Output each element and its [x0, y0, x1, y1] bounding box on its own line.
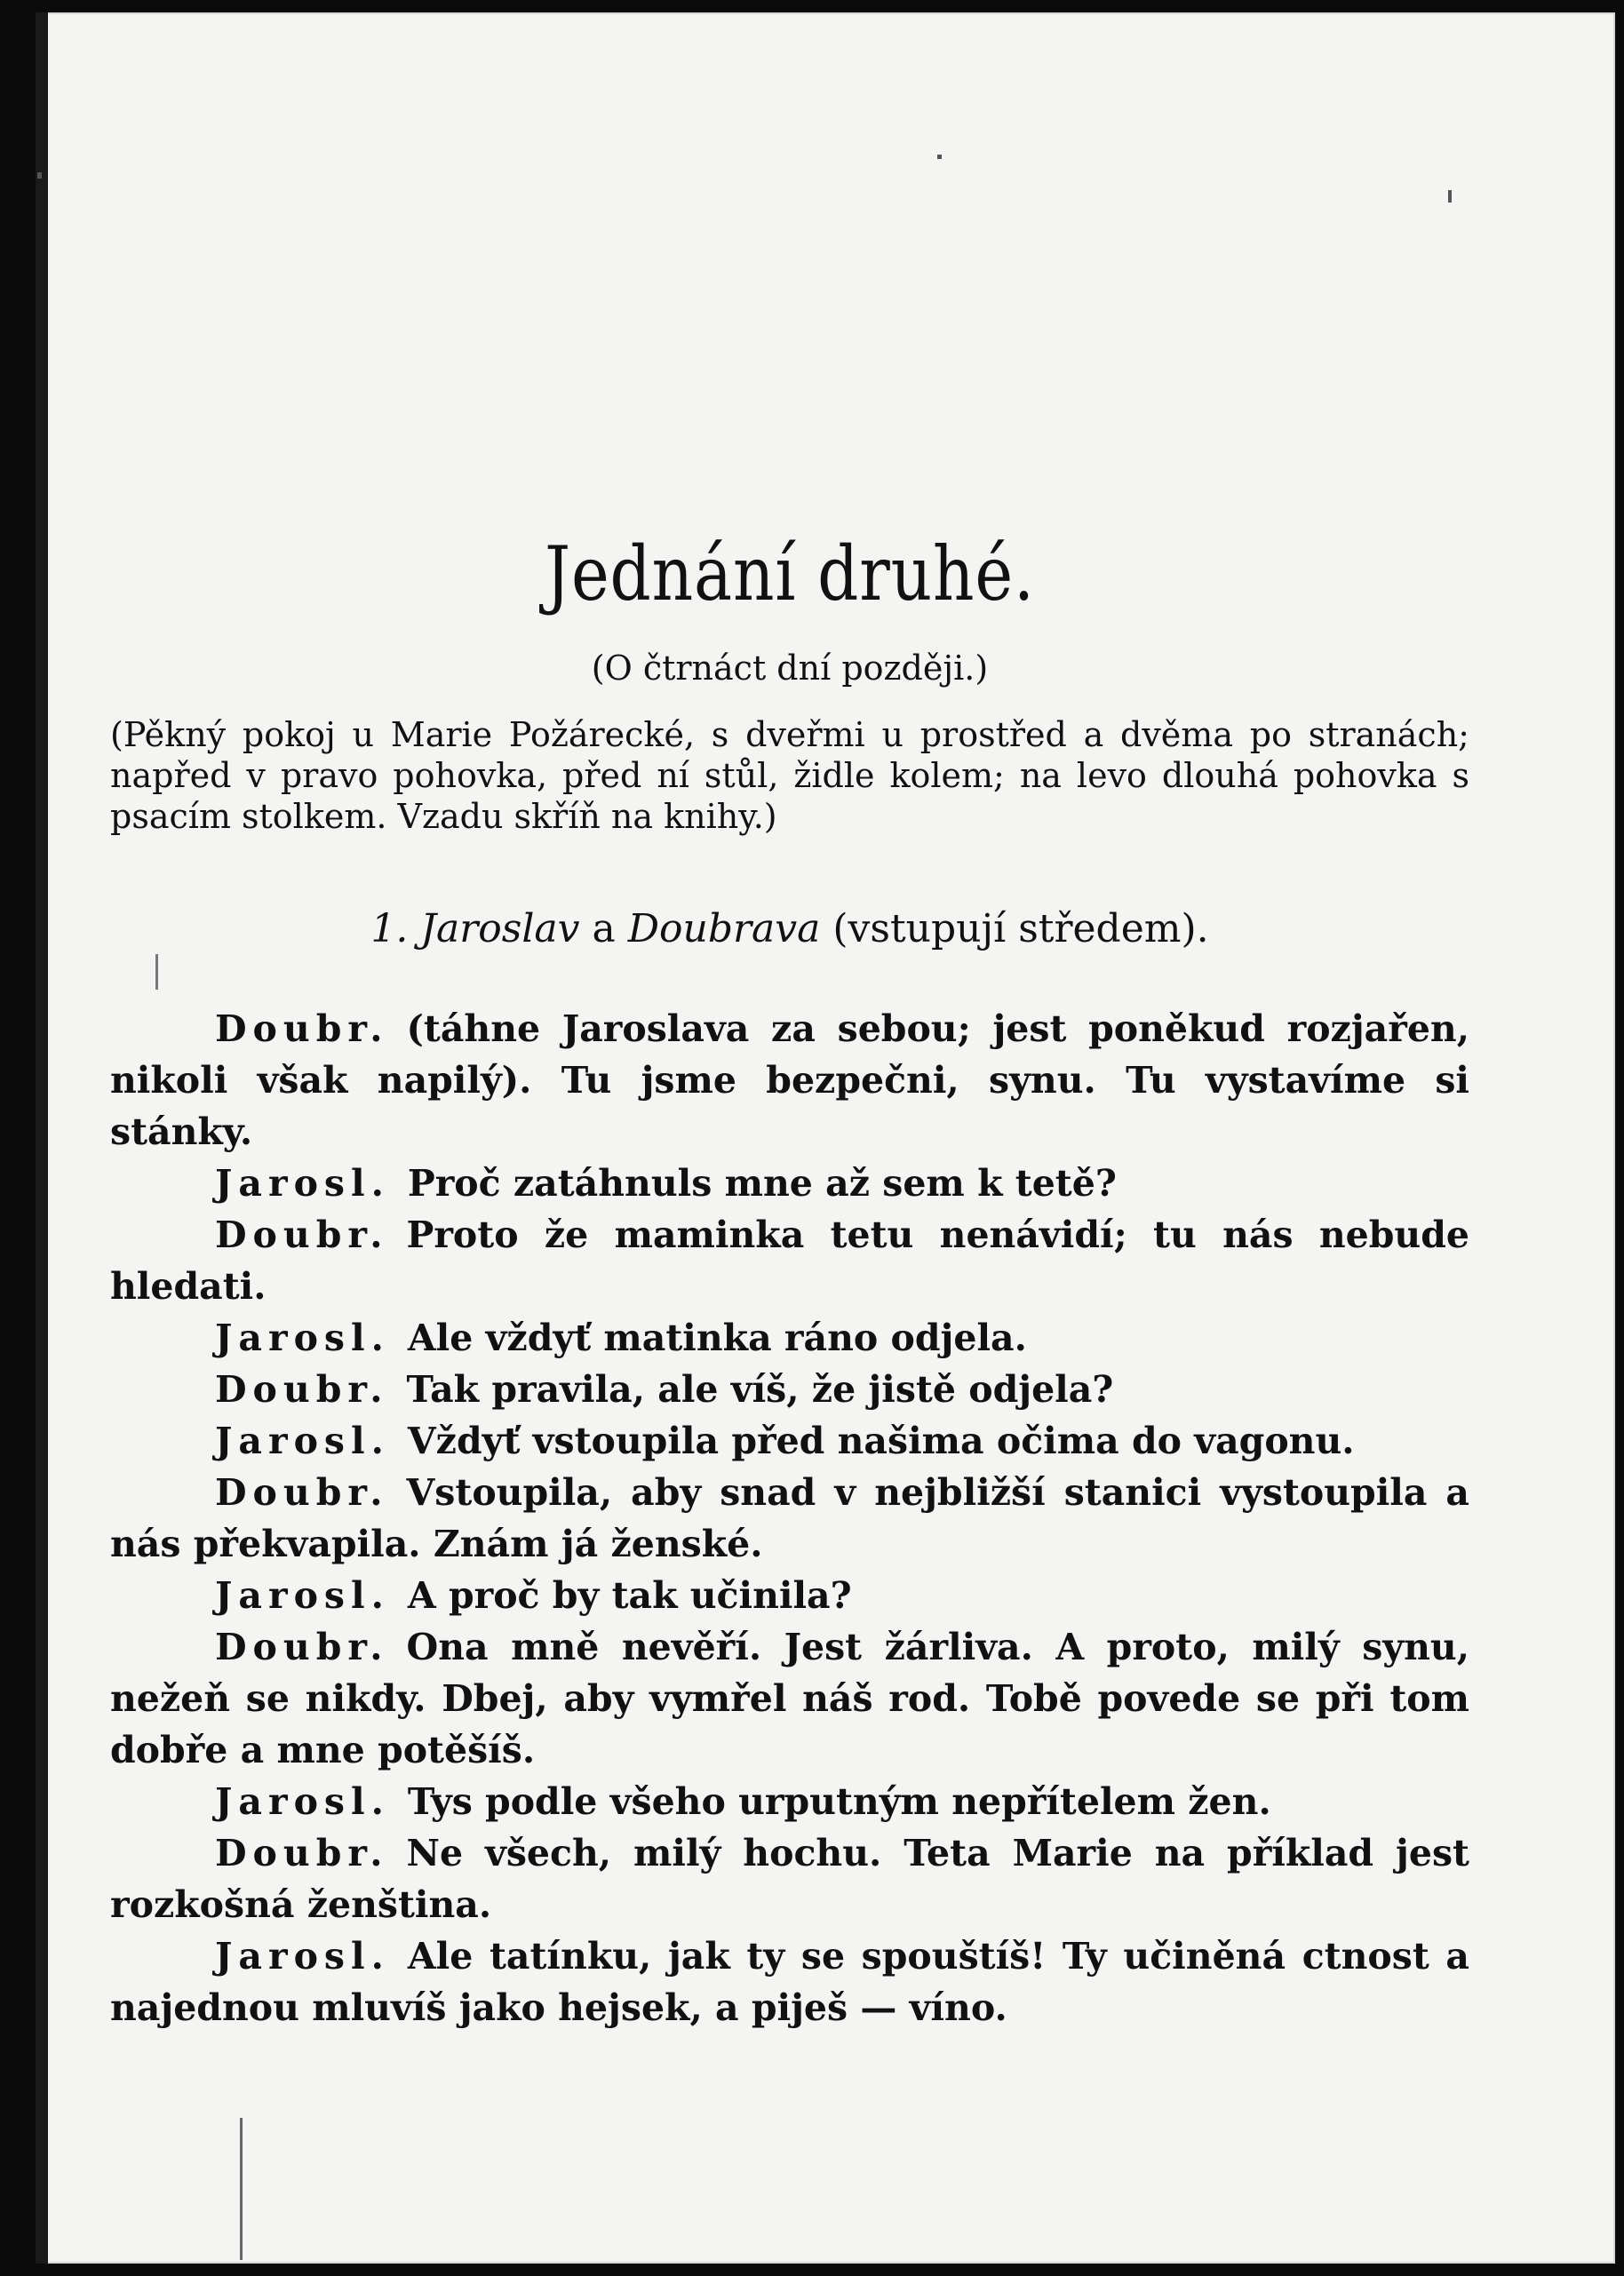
page-binding-edge [36, 12, 48, 2264]
speech-text: Ona mně nevěří. Jest žárliva. A proto, milý synu, nežeň se nikdy. Dbej, aby vymřel náš rod. Tobě povede se při tom dobře a mne potěšíš. [110, 1626, 1469, 1771]
speaker-name: Doubr. [215, 1368, 389, 1411]
dialogue-line [110, 1415, 1469, 1467]
speaker-name: Jarosl. [215, 1574, 390, 1617]
act-subtitle: (O čtrnáct dní později.) [591, 649, 989, 688]
dialogue-line [110, 1467, 1469, 1570]
speaker-name: Doubr. [215, 1832, 389, 1874]
speaker-name: Jarosl. [215, 1935, 390, 1978]
dialogue-line [110, 1364, 1469, 1415]
dialogue-line [110, 1827, 1469, 1930]
speech-text: Vstoupila, aby snad v nejbližší stanici vystoupila a nás překvapila. Znám já ženské. [110, 1471, 1469, 1565]
speech-text: Ne všech, milý hochu. Teta Marie na příklad jest rozkošná ženština. [110, 1832, 1469, 1926]
speaker-name: Jarosl. [215, 1780, 390, 1823]
scene-conjunction: a [592, 906, 616, 951]
scene-heading [110, 903, 1469, 956]
speech-text: Ale tatínku, jak ty se spouštíš! Ty učiněná ctnost a najednou mluvíš jako hejsek, a piješ — víno. [110, 1935, 1469, 2029]
speech-text: Tys podle všeho urputným nepřítelem žen. [407, 1780, 1271, 1823]
speech-text: Proč zatáhnuls mne až sem k tetě? [407, 1162, 1117, 1205]
speaker-name: Doubr. [215, 1471, 389, 1514]
print-speck [155, 954, 158, 990]
act-title: Jednání druhé. [545, 530, 1035, 617]
speaker-name: Doubr. [215, 1007, 389, 1050]
speaker-name: Doubr. [215, 1214, 389, 1256]
speaker-name: Jarosl. [215, 1420, 390, 1462]
speech-text: Tak pravila, ale víš, že jistě odjela? [406, 1368, 1114, 1411]
dialogue [110, 1003, 1469, 2033]
scene-number: 1. [370, 906, 409, 951]
stage-direction: (Pěkný pokoj u Marie Požárecké, s dveřmi u prostřed a dvěma po stranách; napřed v pravo pohovka, před ní stůl, židle kolem; na levo dlouhá pohovka s psacím stolkem. Vzadu skříň na knihy.) [110, 715, 1469, 836]
print-speck [1448, 190, 1452, 203]
dialogue-line [110, 1776, 1469, 1827]
dialogue-line [110, 1621, 1469, 1776]
speech-text: Ale vždyť matinka ráno odjela. [407, 1317, 1027, 1359]
scene-character-1: Jaroslav [420, 906, 580, 951]
book-page [36, 12, 1615, 2264]
speech-text: A proč by tak učinila? [407, 1574, 852, 1617]
speech-text: Vždyť vstoupila před našima očima do vagonu. [407, 1420, 1355, 1462]
print-speck [937, 155, 942, 159]
speaker-name: Jarosl. [215, 1162, 390, 1205]
dialogue-line [110, 1209, 1469, 1312]
speech-text: (táhne Jaroslava za sebou; jest poněkud rozjařen, nikoli však napilý). Tu jsme bezpečni, synu. Tu vystavíme si stánky. [110, 1007, 1469, 1153]
print-speck [240, 2118, 243, 2260]
dialogue-line [110, 1158, 1469, 1209]
dialogue-line [110, 1003, 1469, 1158]
speaker-name: Jarosl. [215, 1317, 390, 1359]
speaker-name: Doubr. [215, 1626, 389, 1668]
speech-text: Proto že maminka tetu nenávidí; tu nás nebude hledati. [110, 1214, 1469, 1308]
dialogue-line [110, 1930, 1469, 2033]
scene-character-2: Doubrava [627, 906, 821, 951]
dialogue-line [110, 1312, 1469, 1364]
dialogue-line [110, 1570, 1469, 1621]
scene-note: (vstupují středem). [832, 906, 1209, 951]
print-speck [37, 172, 42, 179]
